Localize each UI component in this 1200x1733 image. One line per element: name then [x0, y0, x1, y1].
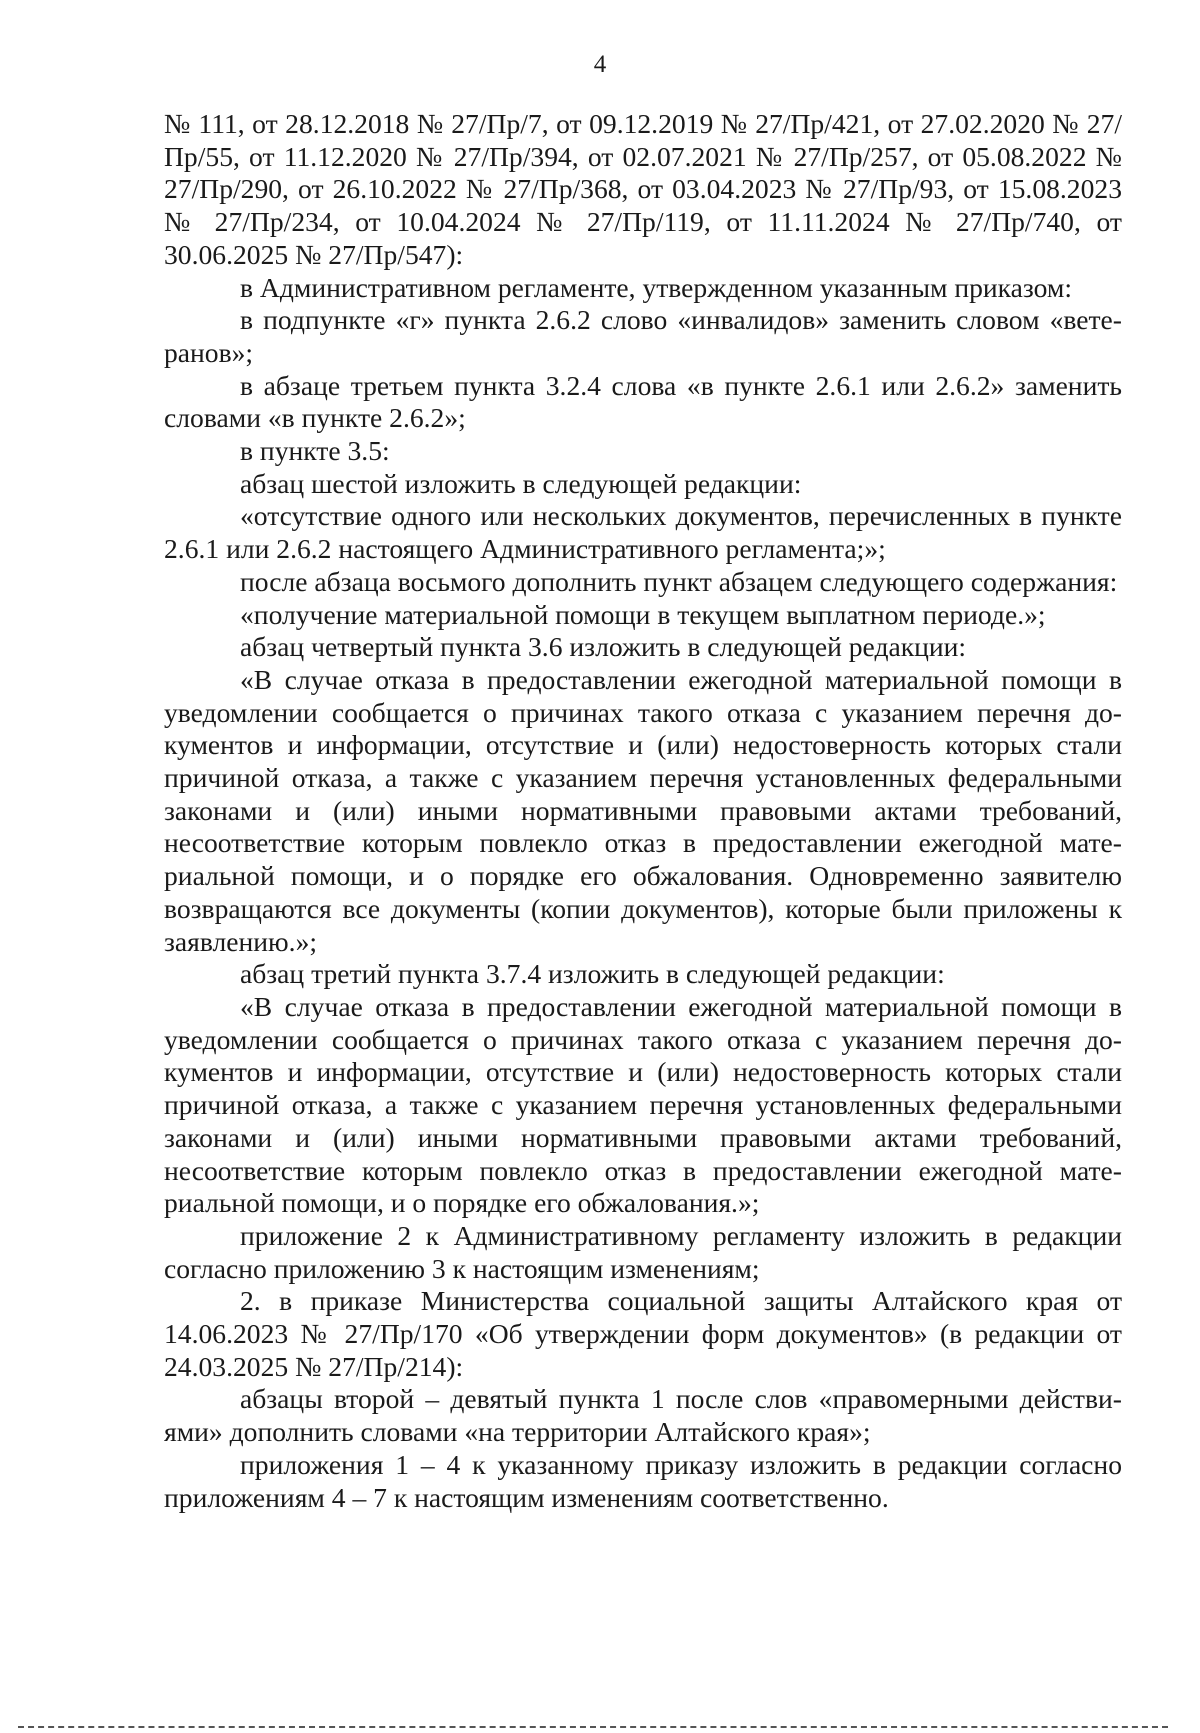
paragraph-refusal-notice-3-7-4: «В случае отказа в предоставлении ежегодной материальной помощи в уведомлении сообщается о причинах такого отказа с указанием перечня документов и информации, отсутствие и (или) недостоверность которых стали причиной отказа, а также с указанием перечня установленных федеральными законами и (или) иными нормативными правовыми актами требований, несоответствие которым повлекло отказ в предоставлении ежегодной материальной помощи, и о порядке его обжалования.»; — [164, 990, 1122, 1219]
scan-bottom-edge — [18, 1726, 1168, 1728]
paragraph-item-3-6: абзац четвертый пункта 3.6 изложить в следующей редакции: — [240, 631, 967, 663]
paragraph-appendix-2: приложение 2 к Административному регламенту изложить в редакции согласно приложению 3 к настоящим изменениям; — [164, 1219, 1122, 1284]
paragraph-item-3-5: в пункте 3.5: — [240, 435, 390, 467]
paragraph-material-aid-received: «получение материальной помощи в текущем выплатном периоде.»; — [240, 598, 1046, 630]
paragraph-item-3-7-4: абзац третий пункта 3.7.4 изложить в следующей редакции: — [240, 958, 945, 990]
document-body — [164, 108, 1122, 1514]
paragraph-order-list-continuation: № 111, от 28.12.2018 № 27/Пр/7, от 09.12.2019 № 27/Пр/421, от 27.02.2020 № 27/Пр/55, от 11.12.2020 № 27/Пр/394, от 02.07.2021 № 27/Пр/257, от 05.08.2022 № 27/Пр/290, от 26.10.2022 № 27/Пр/368, от 03.04.2023 № 27/Пр/93, от 15.08.2023 № 27/Пр/234, от 10.04.2024 № 27/Пр/119, от 11.11.2024 № 27/Пр/740, от 30.06.2025 № 27/Пр/547): — [164, 108, 1122, 270]
paragraph-regulation-intro: в Административном регламенте, утвержденном указанным приказом: — [240, 271, 1073, 303]
paragraph-after-eighth-abzac: после абзаца восьмого дополнить пункт абзацем следующего содержания: — [240, 565, 1118, 597]
paragraph-abzacs-2-9: абзацы второй – девятый пункта 1 после слов «правомерными действиями» дополнить словами «на территории Алтайского края»; — [164, 1383, 1122, 1448]
paragraph-refusal-notice-3-6: «В случае отказа в предоставлении ежегодной материальной помощи в уведомлении сообщается о причинах такого отказа с указанием перечня документов и информации, отсутствие и (или) недостоверность которых стали причиной отказа, а также с указанием перечня установленных федеральными законами и (или) иными нормативными правовыми актами требований, несоответствие которым повлекло отказ в предоставлении ежегодной материальной помощи, и о порядке его обжалования. Одновременно заявителю возвращаются все документы (копии документов), которые были приложены к заявлению.»; — [164, 663, 1122, 957]
paragraph-sixth-abzac: абзац шестой изложить в следующей редакции: — [240, 467, 802, 499]
paragraph-item-3-2-4: в абзаце третьем пункта 3.2.4 слова «в пункте 2.6.1 или 2.6.2» заменить словами «в пункте 2.6.2»; — [164, 369, 1122, 434]
paragraph-subitem-g: в подпункте «г» пункта 2.6.2 слово «инвалидов» заменить словом «ветеранов»; — [164, 304, 1122, 368]
paragraph-appendices-1-4: приложения 1 – 4 к указанному приказу изложить в редакции согласно приложениям 4 – 7 к настоящим изменениям соответственно. — [164, 1448, 1122, 1513]
page-number: 4 — [593, 51, 607, 78]
paragraph-order-170: 2. в приказе Министерства социальной защиты Алтайского края от 14.06.2023 № 27/Пр/170 «Об утверждении форм документов» (в редакции от 24.03.2025 № 27/Пр/214): — [164, 1285, 1122, 1382]
paragraph-missing-documents: «отсутствие одного или нескольких документов, перечисленных в пункте 2.6.1 или 2.6.2 настоящего Административного регламента;»; — [164, 500, 1122, 565]
